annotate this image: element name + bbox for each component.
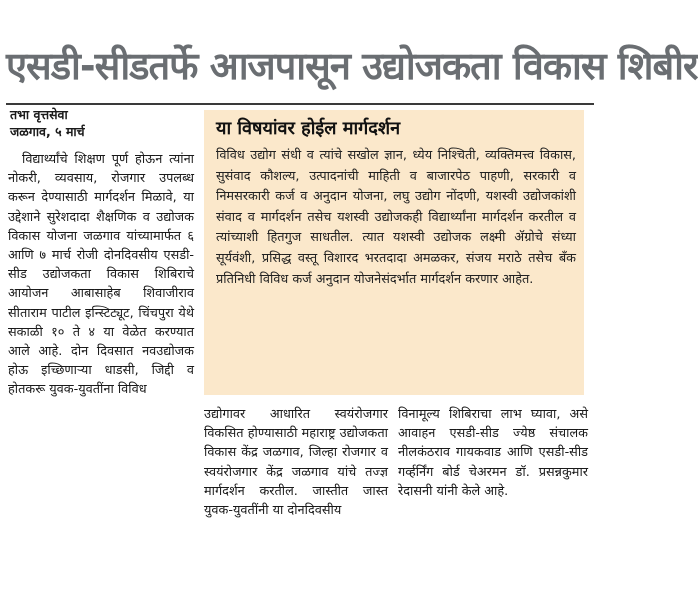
article-column-1: विद्यार्थ्यांचे शिक्षण पूर्ण होऊन त्यांना नोकरी, व्यवसाय, रोजगार उपलब्ध करून देण्यासाठी मार्गदर्शन मिळावे, या उद्देशाने सुरेशदादा शैक्षणिक व उद्योजक विकास योजना जळगाव यांच्यामार्फत ६ आणि ७ मार्च रोजी दोनदिवसीय एसडी-सीड उद्योजकता विकास शिबिराचे आयोजन आबासाहेब शिवाजीराव सीताराम पाटील इन्स्टिट्यूट, चिंचपुरा येथे सकाळी १० ते ४ या वेळेत करण्यात आले आहे. दोन दिवसात नवउद्योजक होऊ इच्छिणाऱ्या धाडसी, जिद्दी व होतकरू युवक-युवतींना विविध bbox=[8, 152, 194, 398]
box-body: विविध उद्योग संधी व त्यांचे सखोल ज्ञान, ध्येय निश्चिती, व्यक्तिमत्त्व विकास, सुसंवाद कौशल्य, उत्पादनांची माहिती व बाजारपेठ पाहणी, सरकारी व निमसरकारी कर्ज व अनुदान योजना, लघु उद्योग नोंदणी, यशस्वी उद्योजकांशी संवाद व मार्गदर्शन तसेच यशस्वी उद्योजकही विद्यार्थ्यांना मार्गदर्शन करतील व त्यांच्याशी हितगुज साधतील. त्यात यशस्वी उद्योजक लक्ष्मी ॲग्रोचे संध्या सूर्यवंशी, प्रसिद्ध वस्तू विशारद भरतदादा अमळकर, संजय मराठे तसेच बँक प्रतिनिधी विविध कर्ज अनुदान योजनेसंदर्भात मार्गदर्शन करणार आहेत. bbox=[216, 148, 576, 287]
article-dateline: जळगाव, ५ मार्च bbox=[10, 124, 85, 139]
article-headline: एसडी-सीडतर्फे आजपासून उद्योजकता विकास शिबीर bbox=[6, 44, 698, 88]
article-column-2: उद्योगावर आधारित स्वयंरोजगार विकसित होण्यासाठी महाराष्ट्र उद्योजकता विकास केंद्र जळगाव, जिल्हा रोजगार व स्वयंरोजगार केंद्र जळगाव यांचे तज्ज्ञ मार्गदर्शन करतील. जास्तीत जास्त युवक-युवतींनी या दोनदिवसीय bbox=[204, 407, 388, 519]
article-column-3: विनामूल्य शिबिराचा लाभ घ्यावा, असे आवाहन एसडी-सीड ज्येष्ठ संचालक नीलकंठराव गायकवाड आणि एसडी-सीड गर्व्हर्निंग बोर्ड चेअरमन डॉ. प्रसन्नकुमार रेदासनी यांनी केले आहे. bbox=[398, 407, 588, 499]
guidance-topics-box bbox=[204, 110, 584, 395]
article-byline: तभा वृत्तसेवा bbox=[10, 107, 68, 122]
headline-divider bbox=[6, 103, 594, 105]
box-title: या विषयांवर होईल मार्गदर्शन bbox=[216, 118, 401, 139]
